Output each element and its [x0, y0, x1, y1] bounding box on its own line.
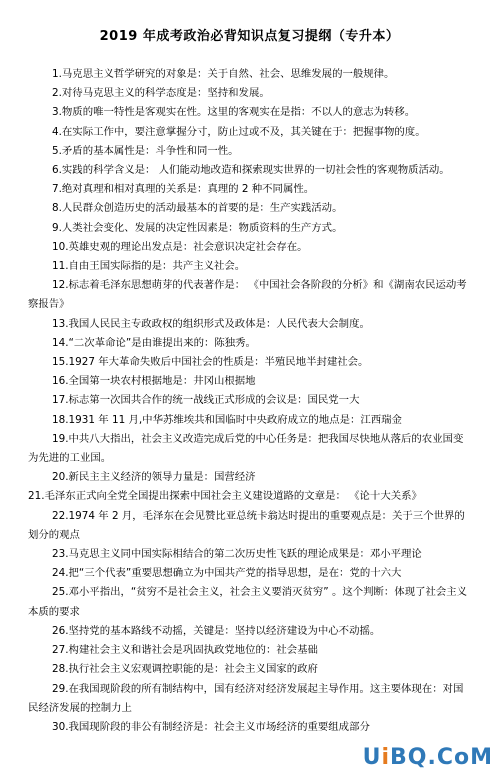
list-item: 4.在实际工作中，要注意掌握分寸，防止过或不及，其关键在于：把握事物的度。	[52, 125, 426, 138]
list-item: 14.“二次革命论”是由谁提出来的：陈独秀。	[52, 336, 256, 349]
item-list	[28, 65, 473, 737]
list-item: 2.对待马克思主义的科学态度是：坚持和发展。	[52, 87, 270, 100]
list-item: 20.新民主主义经济的领导力量是：国营经济	[52, 471, 256, 484]
list-item: 10.英雄史观的理论出发点是：社会意识决定社会存在。	[52, 240, 308, 253]
list-item: 30.我国现阶段的非公有制经济是：社会主义市场经济的重要组成部分	[52, 720, 370, 733]
list-item: 7.绝对真理和相对真理的关系是：真理的 2 种不同属性。	[52, 183, 315, 196]
list-item: 11.自由王国实际指的是：共产主义社会。	[52, 260, 246, 273]
list-item: 6.实践的科学含义是： 人们能动地改造和探索现实世界的一切社会性的客观物质活动。	[52, 164, 450, 177]
site-watermark-logo	[363, 745, 493, 770]
watermark-part: U	[362, 745, 382, 770]
list-item: 27.构建社会主义和谐社会是巩固执政党地位的：社会基础	[52, 644, 318, 657]
list-item: 16.全国第一块农村根据地是：井冈山根据地	[52, 375, 256, 388]
list-item: 8.人民群众创造历史的活动最基本的首要的是：生产实践活动。	[52, 202, 343, 215]
list-item: 24.把“三个代表”重要思想确立为中国共产党的指导思想，是在：党的十六大	[52, 567, 402, 580]
watermark-part: BQ.CoM	[390, 745, 493, 770]
list-item: 5.矛盾的基本属性是：斗争性和同一性。	[52, 144, 239, 157]
list-item: 26.坚持党的基本路线不动摇，关键是：坚持以经济建设为中心不动摇。	[52, 624, 381, 637]
list-item: 9.人类社会变化、发展的决定性因素是：物质资料的生产方式。	[52, 221, 343, 234]
list-item: 23.马克思主义同中国实际相结合的第二次历史性飞跃的理论成果是：邓小平理论	[52, 548, 422, 561]
watermark-accent: i	[381, 745, 391, 770]
list-item: 1.马克思主义哲学研究的对象是：关于自然、社会、思维发展的一般规律。	[52, 68, 395, 80]
list-item: 12.标志着毛泽东思想萌芽的代表著作是： 《中国社会各阶段的分析》和《湖南农民运动考察报告》	[28, 279, 467, 311]
list-item: 18.1931 年 11 月,中华苏维埃共和国临时中央政府成立的地点是：江西瑞金	[52, 413, 402, 426]
list-item: 17.标志第一次国共合作的统一战线正式形成的会议是：国民党一大	[52, 394, 360, 407]
list-item: 3.物质的唯一特性是客观实在性。这里的客观实在是指：不以人的意志为转移。	[52, 106, 416, 119]
list-item: 28.执行社会主义宏观调控职能的是：社会主义国家的政府	[52, 663, 318, 676]
list-item: 21.毛泽东正式向全党全国提出探索中国社会主义建设道路的文章是： 《论十大关系》	[28, 490, 422, 503]
document-title: 2019 年成考政治必背知识点复习提纲（专升本）	[99, 29, 400, 44]
list-item: 25.邓小平指出，“贫穷不是社会主义，社会主义要消灭贫穷” 。这个判断：体现了社会主义本质的要求	[28, 586, 468, 618]
list-item: 15.1927 年大革命失败后中国社会的性质是：半殖民地半封建社会。	[52, 356, 369, 369]
list-item: 13.我国人民民主专政政权的组织形式及政体是：人民代表大会制度。	[52, 317, 370, 330]
list-item: 19.中共八大指出，社会主义改造完成后党的中心任务是：把我国尽快地从落后的农业国变为先进的工业国。	[28, 432, 464, 465]
list-item: 22.1974 年 2 月，毛泽东在会见赞比亚总统卡翁达时提出的重要观点是：关于三个世界的划分的观点	[28, 509, 465, 541]
list-item: 29.在我国现阶段的所有制结构中，国有经济对经济发展起主导作用。这主要体现在：对国民经济发展的控制力上	[28, 682, 464, 714]
